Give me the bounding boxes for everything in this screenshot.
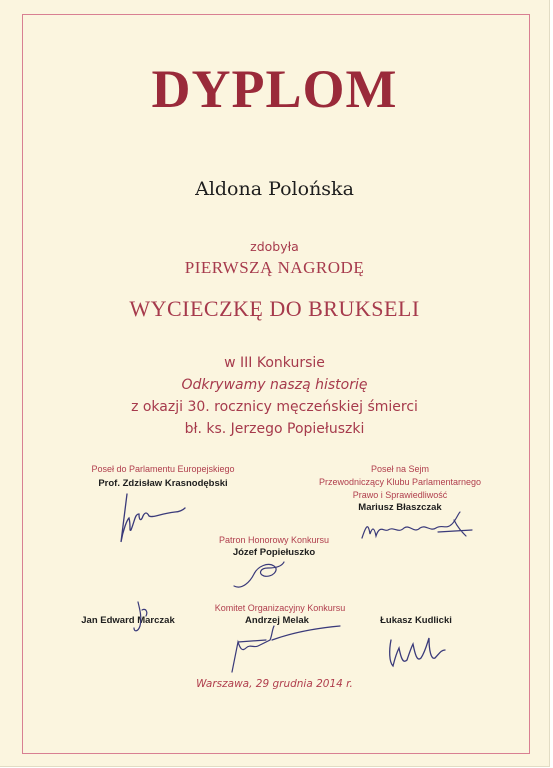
sejm-role-line: Poseł na Sejm [370, 464, 430, 474]
sejm-role-line: Przewodniczący Klubu Parlamentarnego [318, 477, 482, 487]
date-place: Warszawa, 29 grudnia 2014 r. [196, 678, 353, 690]
committee-member-name: Jan Edward Marczak [81, 615, 175, 626]
sejm-role-line: Prawo i Sprawiedliwość [352, 490, 448, 500]
contest-line: bł. ks. Jerzego Popiełuszki [184, 421, 365, 437]
patron-role: Patron Honorowy Konkursu [218, 535, 330, 545]
contest-line: z okazji 30. rocznicy męczeńskiej śmierci [131, 399, 418, 415]
kudlicki-signature [385, 632, 451, 672]
mep-role: Poseł do Parlamentu Europejskiego [91, 464, 235, 474]
contest-line: w III Konkursie [224, 355, 325, 371]
sejm-signature [358, 508, 478, 552]
committee-member-name: Andrzej Melak [245, 615, 309, 626]
patron-signature [228, 556, 288, 592]
melak-signature [214, 618, 344, 674]
achievement-verb: zdobyła [250, 239, 299, 254]
mep-name: Prof. Zdzisław Krasnodębski [98, 478, 228, 489]
marczak-signature [128, 598, 158, 638]
contest-name: Odkrywamy naszą historię [181, 377, 368, 393]
sejm-name: Mariusz Błaszczak [358, 502, 442, 513]
committee-role: Komitet Organizacyjny Konkursu [214, 603, 346, 613]
committee-member-name: Łukasz Kudlicki [380, 615, 452, 626]
prize-award: WYCIECZKĘ DO BRUKSELI [129, 296, 420, 321]
recipient-name: Aldona Polońska [195, 178, 354, 200]
patron-name: Józef Popiełuszko [232, 547, 316, 558]
prize-rank: PIERWSZĄ NAGRODĘ [184, 258, 365, 277]
diploma-title: DYPLOM [151, 59, 398, 119]
